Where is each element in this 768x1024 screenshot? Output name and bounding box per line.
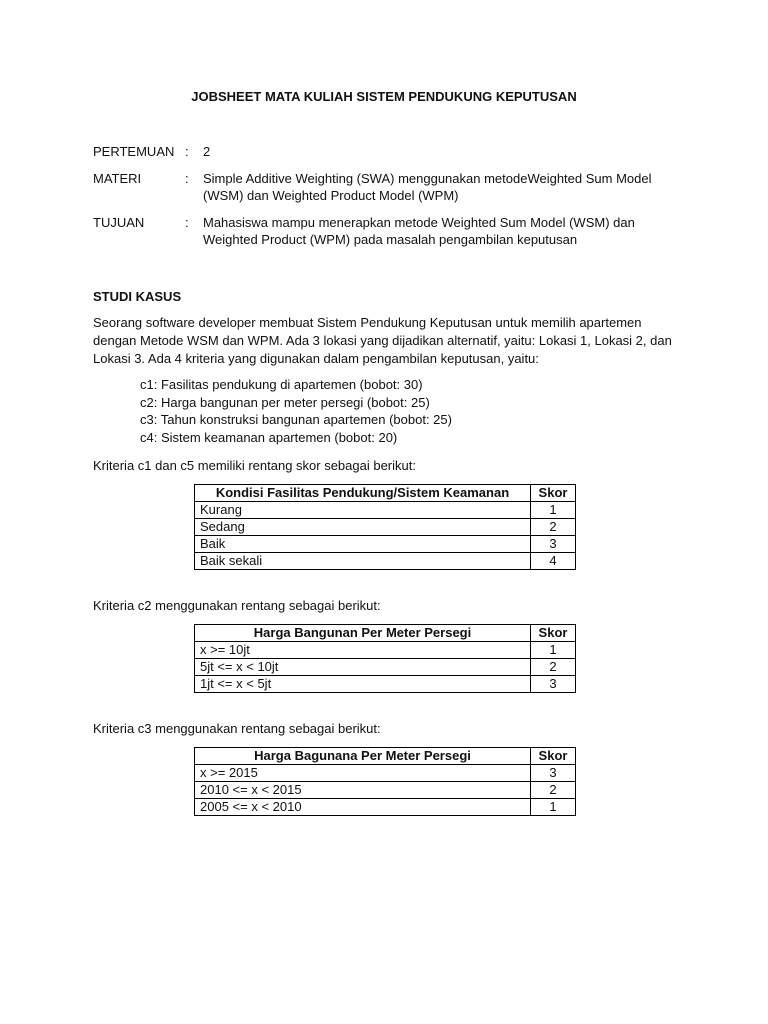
table-cell: 3 — [531, 765, 576, 782]
table-cell: 2010 <= x < 2015 — [195, 782, 531, 799]
table-caption: Kriteria c3 menggunakan rentang sebagai berikut: — [93, 721, 381, 736]
table-cell: 2 — [531, 519, 576, 536]
criteria-item: c3: Tahun konstruksi bangunan apartemen (bobot: 25) — [140, 412, 452, 427]
table-cell: 1 — [531, 799, 576, 816]
criteria-item: c2: Harga bangunan per meter persegi (bobot: 25) — [140, 394, 430, 410]
table-row — [195, 553, 576, 570]
document-title: JOBSHEET MATA KULIAH SISTEM PENDUKUNG KEPUTUSAN — [191, 89, 577, 104]
table-cell: 5jt <= x < 10jt — [195, 659, 531, 676]
meta-colon: : — [185, 144, 189, 159]
table-row — [195, 659, 576, 676]
table-header-cell: Kondisi Fasilitas Pendukung/Sistem Keamanan — [195, 485, 531, 502]
table-header-cell: Harga Bangunan Per Meter Persegi — [195, 625, 531, 642]
table-header-cell: Harga Bagunana Per Meter Persegi — [195, 748, 531, 765]
table-cell: 4 — [531, 553, 576, 570]
meta-value: Simple Additive Weighting (SWA) menggunakan metodeWeighted Sum Model (WSM) dan Weighted Product Model (WPM) — [203, 171, 652, 203]
studi-kasus-heading: STUDI KASUS — [93, 289, 182, 304]
table-row — [195, 765, 576, 782]
table-row — [195, 782, 576, 799]
table-cell: Baik sekali — [195, 553, 531, 570]
meta-label: MATERI — [93, 171, 142, 186]
table-row — [195, 502, 576, 519]
table-cell: Sedang — [195, 519, 531, 536]
table-header-cell: Skor — [531, 485, 576, 502]
table-cell: 1 — [531, 502, 576, 519]
meta-value: Mahasiswa mampu menerapkan metode Weighted Sum Model (WSM) dan Weighted Product (WPM) pada masalah pengambilan keputusan — [203, 215, 635, 247]
table-cell: 2005 <= x < 2010 — [195, 799, 531, 816]
table-cell: 1 — [531, 642, 576, 659]
meta-value: 2 — [203, 144, 211, 159]
table-row — [195, 519, 576, 536]
table-row — [195, 536, 576, 553]
table-row — [195, 676, 576, 693]
meta-colon: : — [185, 215, 189, 230]
score-table-harga — [194, 624, 576, 693]
table-caption: Kriteria c1 dan c5 memiliki rentang skor sebagai berikut: — [93, 458, 416, 473]
table-header-cell: Skor — [531, 748, 576, 765]
meta-label: PERTEMUAN — [93, 144, 175, 159]
table-cell: Baik — [195, 536, 531, 553]
studi-kasus-paragraph: Seorang software developer membuat Sistem Pendukung Keputusan untuk memilih apartemen dengan Metode WSM dan WPM. Ada 3 lokasi yang dijadikan alternatif, yaitu: Lokasi 1, Lokasi 2, dan Lokasi 3. Ada 4 kriteria yang digunakan dalam pengambilan keputusan, yaitu: — [93, 315, 672, 366]
table-row — [195, 799, 576, 816]
table-header-cell: Skor — [531, 625, 576, 642]
meta-colon: : — [185, 171, 189, 186]
table-cell: 1jt <= x < 5jt — [195, 676, 531, 693]
table-cell: Kurang — [195, 502, 531, 519]
table-cell: 3 — [531, 676, 576, 693]
table-header-row — [195, 485, 576, 502]
score-table-tahun — [194, 747, 576, 816]
table-header-row — [195, 625, 576, 642]
table-cell: x >= 10jt — [195, 642, 531, 659]
criteria-list — [140, 376, 452, 446]
criteria-item: c1: Fasilitas pendukung di apartemen (bobot: 30) — [140, 377, 423, 392]
table-cell: 3 — [531, 536, 576, 553]
meta-label: TUJUAN — [93, 215, 145, 230]
table-caption: Kriteria c2 menggunakan rentang sebagai berikut: — [93, 598, 381, 613]
table-cell: x >= 2015 — [195, 765, 531, 782]
table-header-row — [195, 748, 576, 765]
score-table-fasilitas — [194, 484, 576, 570]
table-row — [195, 642, 576, 659]
table-cell: 2 — [531, 659, 576, 676]
table-cell: 2 — [531, 782, 576, 799]
criteria-item: c4: Sistem keamanan apartemen (bobot: 20) — [140, 429, 398, 445]
